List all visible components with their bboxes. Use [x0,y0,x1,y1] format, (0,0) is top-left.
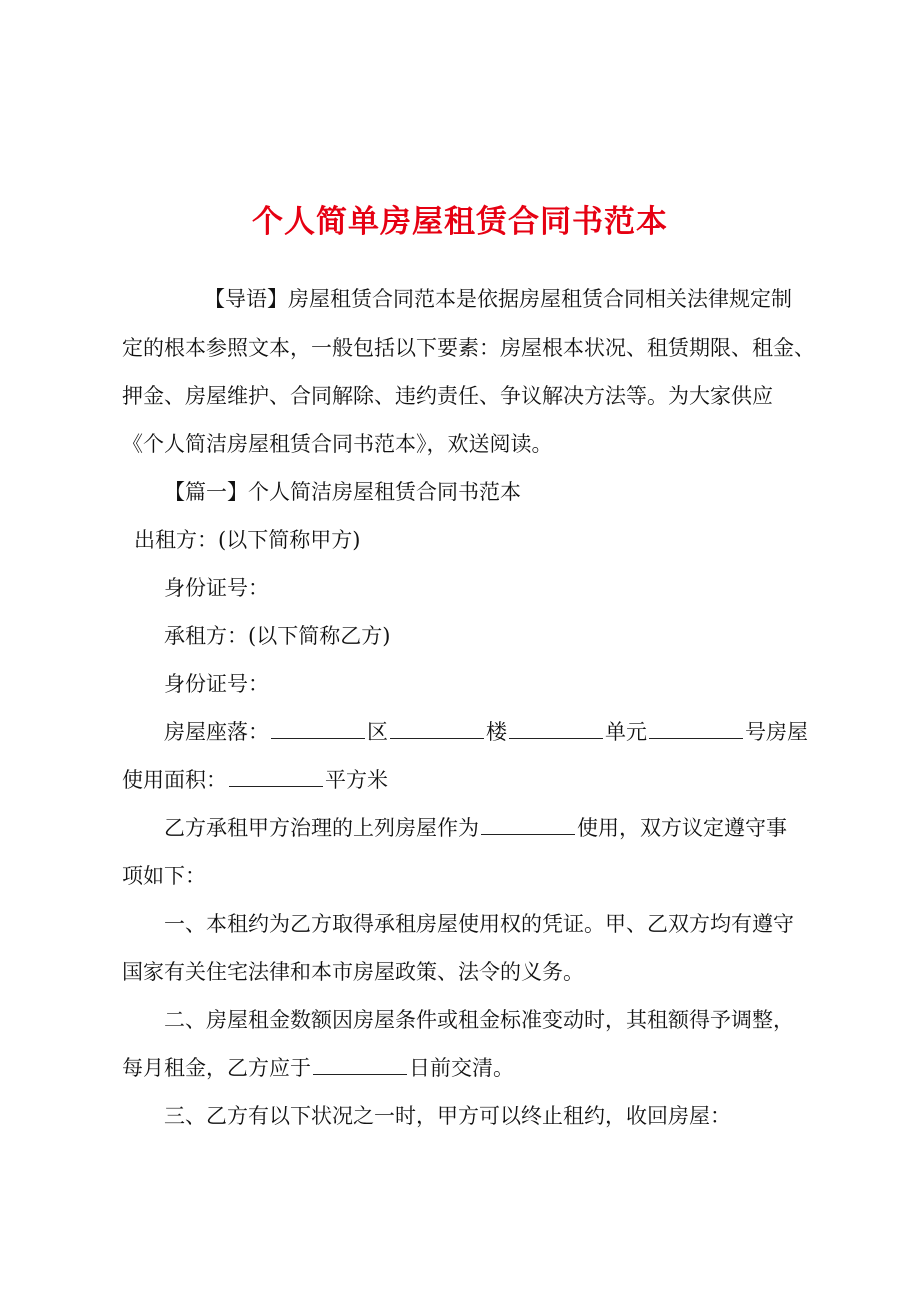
location-line [164,717,808,747]
district-label: 区 [367,720,388,744]
location-blank-4 [649,718,743,739]
lessor-line: 出租方：(以下简称甲方) [134,528,361,552]
room-label: 号房屋 [745,720,808,744]
location-blank-3 [509,718,603,739]
usage-line [164,813,787,843]
usage-line-2: 项如下： [122,864,206,888]
intro-line-1: 【导语】房屋租赁合同范本是依据房屋租赁合同相关法律规定制 [204,287,792,311]
area-line [122,765,388,795]
intro-line-4: 《个人简洁房屋租赁合同书范本》，欢送阅读。 [122,432,553,456]
lessee-id-line: 身份证号： [164,672,269,696]
lessor-id-line: 身份证号： [164,576,269,600]
section-heading: 【篇一】个人简洁房屋租赁合同书范本 [164,480,521,504]
clause-2-part-a: 每月租金，乙方应于 [122,1056,311,1080]
area-blank [229,766,323,787]
unit-label: 单元 [605,720,647,744]
clause-1-line-1: 一、本租约为乙方取得承租房屋使用权的凭证。甲、乙双方均有遵守 [164,912,794,936]
lessee-line: 承租方：(以下简称乙方) [164,624,391,648]
location-blank-1 [271,718,365,739]
usage-part-1: 乙方承租甲方治理的上列房屋作为 [164,816,479,840]
area-label: 使用面积： [122,768,227,792]
clause-2-line-2 [122,1053,514,1083]
location-label: 房屋座落： [164,720,269,744]
clause-1-line-2: 国家有关住宅法律和本市房屋政策、法令的义务。 [122,960,584,984]
clause-2-blank [313,1054,407,1075]
clause-2-part-b: 日前交清。 [409,1056,514,1080]
clause-2-line-1: 二、房屋租金数额因房屋条件或租金标准变动时，其租额得予调整， [164,1008,794,1032]
clause-3-line: 三、乙方有以下状况之一时，甲方可以终止租约，收回房屋： [164,1104,731,1128]
intro-line-3: 押金、房屋维护、合同解除、违约责任、争议解决方法等。为大家供应 [122,384,773,408]
building-label: 楼 [486,720,507,744]
location-blank-2 [390,718,484,739]
usage-part-2: 使用，双方议定遵守事 [577,816,787,840]
usage-blank [481,814,575,835]
intro-line-2: 定的根本参照文本，一般包括以下要素：房屋根本状况、租赁期限、租金、 [122,336,815,360]
area-unit: 平方米 [325,768,388,792]
document-title: 个人简单房屋租赁合同书范本 [252,204,668,240]
